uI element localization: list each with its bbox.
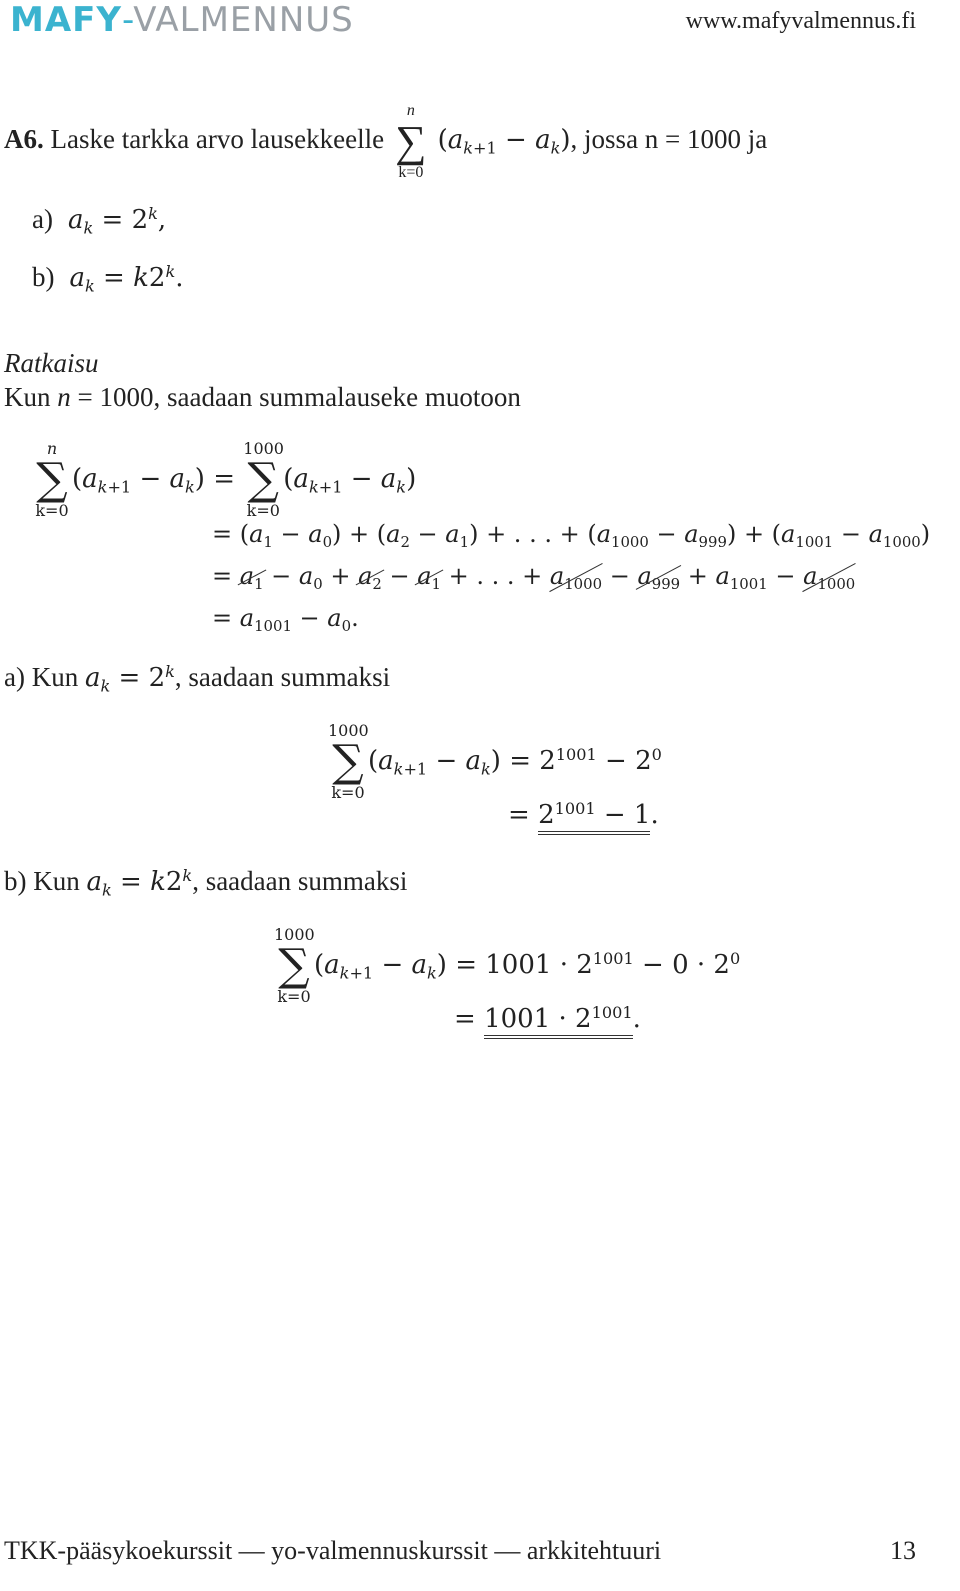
part-b-result-line-2: = $1001 \cdot 2^{1001}$. [454, 1004, 641, 1034]
logo-mafy: MAFY [10, 0, 122, 40]
footer-text: TKK-pääsykoekurssit — yo-valmennuskurssit — arkkitehtuuri [4, 1536, 662, 1565]
solution-intro: Kun n = 1000, saadaan summalauseke muotoon [4, 382, 521, 412]
logo-dash: - [122, 0, 134, 40]
problem-statement [4, 102, 767, 182]
sum-lower: k=0 [398, 164, 424, 181]
telescoping-line-1: n ∑ k=0 $(a_{k+1} - a_k)$ = 1000 ∑ k=0 $(a_{k+1} - a_k)$ [35, 439, 417, 520]
problem-after: , jossa [570, 124, 639, 155]
part-b-definition: b) $a_k = k2^k$. [32, 262, 184, 296]
page-number: 13 [890, 1536, 916, 1565]
part-b-result-line-1: 1000 ∑ k=0 $(a_{k+1} - a_k) = 1001 \cdot 2^{1001} - 0 \cdot 2^0$ [274, 925, 741, 1006]
website-url[interactable]: www.mafyvalmennus.fi [685, 8, 916, 34]
part-a-result-line-1: 1000 ∑ k=0 $(a_{k+1} - a_k) = 2^{1001} - 2^0$ [328, 721, 662, 802]
part-a-solution-intro: a) Kun $a_k = 2^k$, saadaan summaksi [4, 662, 391, 696]
solution-heading: Ratkaisu [4, 348, 99, 378]
part-a-result-line-2: = $2^{1001} - 1$. [508, 800, 659, 830]
problem-label: A6. [4, 124, 44, 155]
problem-expression: $(a_{k+1} - a_k)$ [437, 125, 571, 158]
sum-upper: n [406, 102, 415, 119]
telescoping-line-2: = $(a_1 - a_0) + (a_2 - a_1)$ + . . . + $(a_{1000} - a_{999}) + (a_{1001} - a_{1000})$ [212, 520, 931, 552]
part-b-solution-intro: b) Kun $a_k = k2^k$, saadaan summaksi [4, 866, 408, 900]
logo-valmennus: VALMENNUS [133, 0, 354, 40]
logo [10, 0, 354, 40]
part-a-definition: a) $a_k = 2^k$, [32, 204, 167, 238]
telescoping-line-3: = $a_1 - a_0 + a_2 - a_1$ + . . . + $a_{1000} - a_{999} + a_{1001} - a_{1000}$ [212, 562, 856, 594]
sum-symbol: n ∑ k=0 [391, 102, 431, 182]
telescoping-line-4: = $a_{1001} - a_0$. [212, 604, 359, 636]
problem-condition: n = 1000 ja [644, 124, 768, 155]
problem-intro: Laske tarkka arvo lausekkeelle [50, 124, 385, 155]
